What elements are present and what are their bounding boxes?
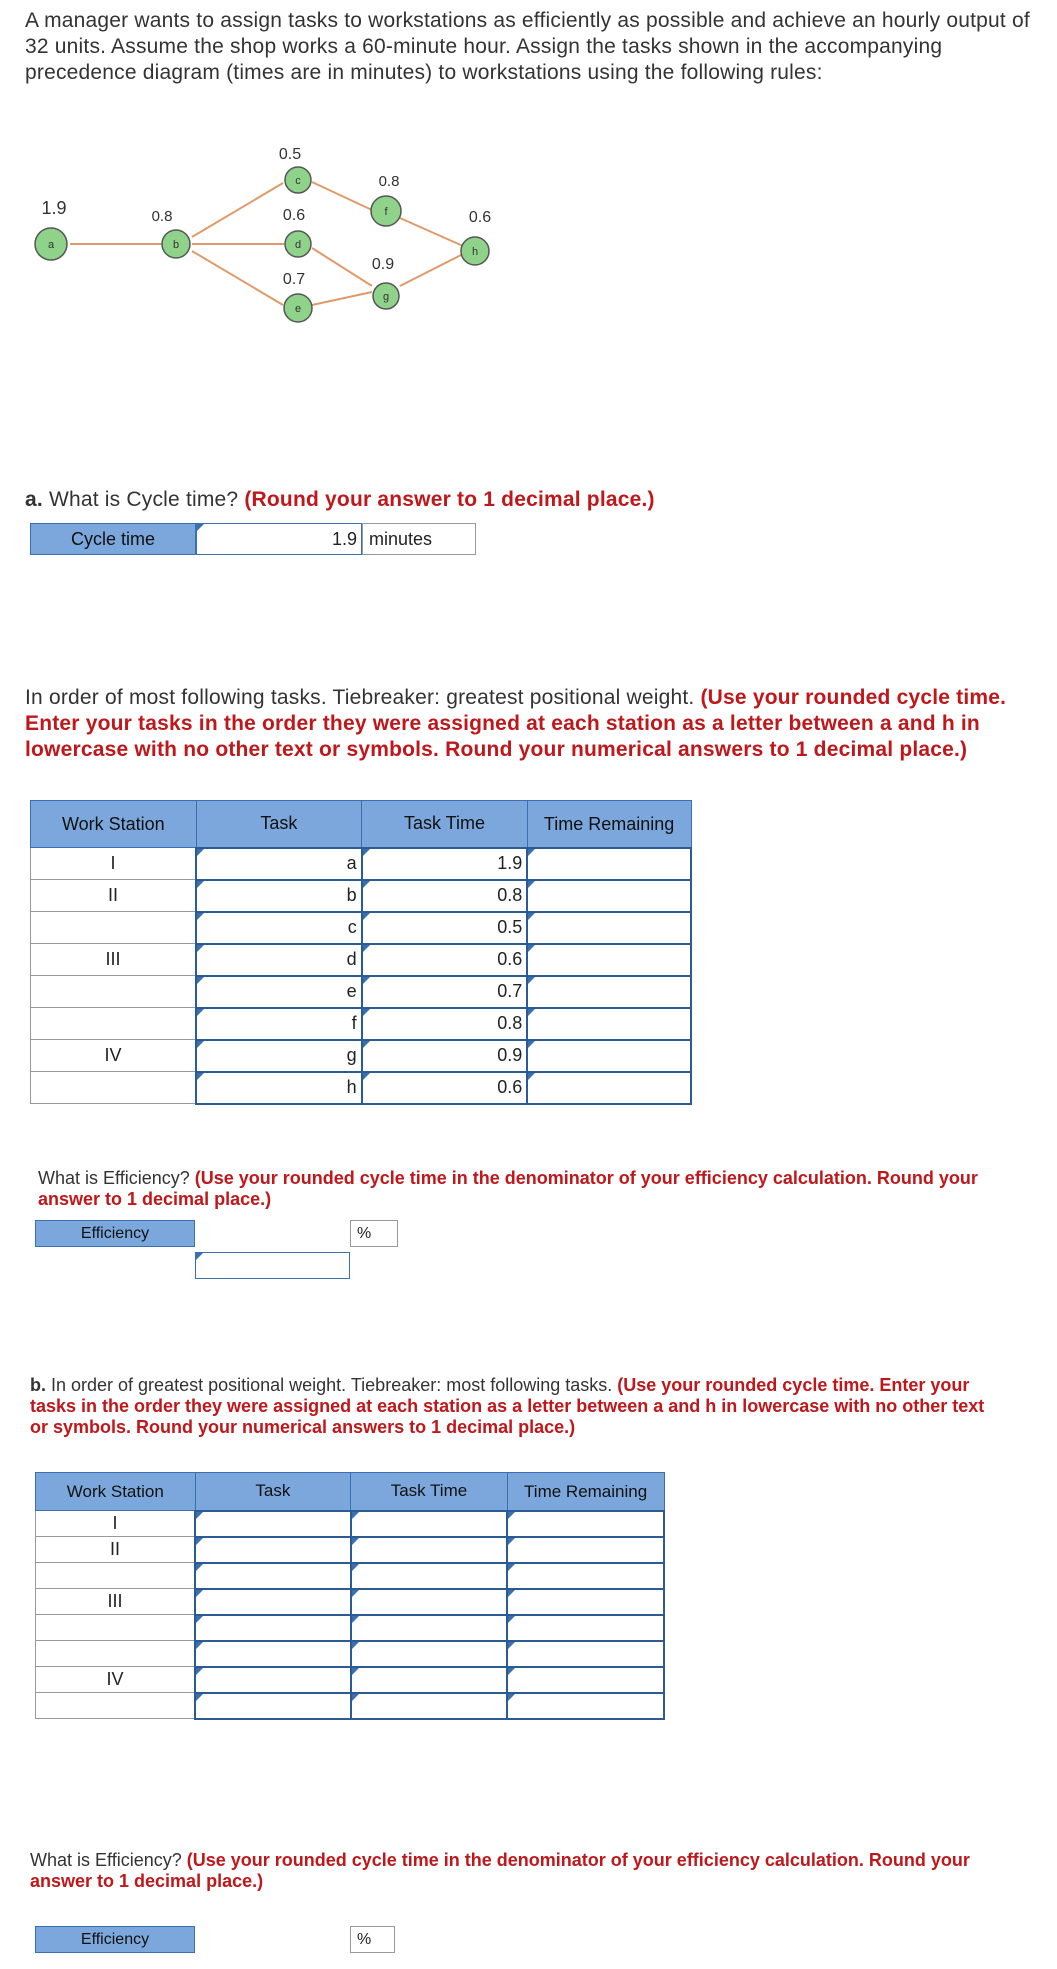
edge-g-h — [400, 254, 463, 286]
table-row — [31, 848, 692, 880]
col-task: Task — [196, 801, 362, 848]
station-cell: IV — [36, 1667, 196, 1693]
station-cell — [31, 1008, 197, 1040]
table-row — [31, 880, 692, 912]
time-remaining-input[interactable] — [527, 848, 691, 880]
task-input[interactable]: g — [196, 1040, 362, 1072]
table-row — [36, 1511, 665, 1537]
time-remaining-input[interactable] — [527, 912, 691, 944]
table-row — [36, 1641, 665, 1667]
node-g-time: 0.9 — [371, 256, 395, 273]
station-cell — [36, 1693, 196, 1719]
efficiency-1-instruction: (Use your rounded cycle time in the denominator of your efficiency calculation. Round your answer to 1 decimal place.) — [38, 1168, 978, 1209]
table-row — [36, 1615, 665, 1641]
task-input[interactable] — [195, 1537, 351, 1563]
edge-e-g — [312, 292, 372, 305]
station-cell — [31, 1072, 197, 1104]
col-work-station: Work Station — [31, 801, 197, 848]
station-cell: II — [31, 880, 197, 912]
node-d-time: 0.6 — [282, 207, 306, 224]
task-time-input[interactable]: 1.9 — [362, 848, 528, 880]
task-input[interactable]: f — [196, 1008, 362, 1040]
time-remaining-input[interactable] — [507, 1537, 664, 1563]
efficiency-2-text: What is Efficiency? — [30, 1850, 187, 1870]
edge-b-c — [192, 183, 283, 237]
task-time-input[interactable]: 0.5 — [362, 912, 528, 944]
node-e-time: 0.7 — [282, 271, 306, 288]
efficiency-1-text: What is Efficiency? — [38, 1168, 195, 1188]
task-input[interactable]: a — [196, 848, 362, 880]
node-a-time: 1.9 — [41, 198, 67, 218]
station-cell — [36, 1615, 196, 1641]
col-task-time: Task Time — [351, 1473, 508, 1511]
table-row — [36, 1563, 665, 1589]
edge-d-g — [312, 248, 372, 286]
table-row — [31, 1040, 692, 1072]
time-remaining-input[interactable] — [507, 1589, 664, 1615]
col-time-remaining: Time Remaining — [527, 801, 691, 848]
task-time-input[interactable] — [351, 1693, 508, 1719]
task-time-input[interactable]: 0.9 — [362, 1040, 528, 1072]
station-cell: III — [36, 1589, 196, 1615]
node-a-label: a — [47, 239, 55, 251]
time-remaining-input[interactable] — [507, 1693, 664, 1719]
node-b-label: b — [172, 239, 180, 251]
station-cell — [36, 1563, 196, 1589]
rule1-instruction: (Use your rounded cycle time. Enter your tasks in the order they were assigned at each station as a letter between a and h in lowercase with no other text or symbols. Round your numerical answers to 1 decimal place.) — [25, 686, 1007, 761]
assignment-table-2 — [35, 1472, 665, 1720]
col-time-remaining: Time Remaining — [507, 1473, 664, 1511]
time-remaining-input[interactable] — [527, 1040, 691, 1072]
station-cell: I — [36, 1511, 196, 1537]
node-f-time: 0.8 — [378, 173, 400, 190]
time-remaining-input[interactable] — [527, 1072, 691, 1104]
task-input[interactable] — [195, 1615, 351, 1641]
table-row — [36, 1589, 665, 1615]
task-input[interactable]: h — [196, 1072, 362, 1104]
station-cell — [36, 1641, 196, 1667]
edge-c-f — [312, 182, 372, 210]
task-time-input[interactable] — [351, 1667, 508, 1693]
table-row — [31, 1072, 692, 1104]
table-row — [36, 1693, 665, 1719]
station-cell: II — [36, 1537, 196, 1563]
diagram-edges — [70, 182, 463, 305]
task-input[interactable] — [195, 1511, 351, 1537]
task-time-input[interactable] — [351, 1537, 508, 1563]
node-h-label: h — [471, 246, 479, 258]
question-a — [25, 487, 1025, 513]
node-c-label: c — [295, 175, 301, 187]
task-time-input[interactable]: 0.7 — [362, 976, 528, 1008]
efficiency-1-input[interactable] — [195, 1252, 350, 1279]
task-time-input[interactable]: 0.8 — [362, 1008, 528, 1040]
task-time-input[interactable] — [351, 1589, 508, 1615]
col-task-time: Task Time — [362, 801, 528, 848]
task-time-input[interactable] — [351, 1615, 508, 1641]
station-cell: IV — [31, 1040, 197, 1072]
task-input[interactable]: d — [196, 944, 362, 976]
node-c-time: 0.5 — [278, 146, 302, 163]
table-row — [31, 976, 692, 1008]
time-remaining-input[interactable] — [507, 1641, 664, 1667]
table-row — [31, 944, 692, 976]
efficiency-2-label: Efficiency — [35, 1926, 195, 1953]
node-f-label: f — [384, 206, 388, 218]
time-remaining-input[interactable] — [527, 880, 691, 912]
task-input[interactable] — [195, 1667, 351, 1693]
station-cell: III — [31, 944, 197, 976]
assignment-table-1 — [30, 800, 692, 1105]
table-row — [36, 1537, 665, 1563]
time-remaining-input[interactable] — [527, 976, 691, 1008]
question-b-text: In order of greatest positional weight. Tiebreaker: most following tasks. — [46, 1375, 618, 1395]
time-remaining-input[interactable] — [507, 1511, 664, 1537]
col-work-station: Work Station — [36, 1473, 196, 1511]
problem-statement: A manager wants to assign tasks to workstations as efficiently as possible and achieve an hourly output of 32 units. Assume the shop works a 60-minute hour. Assign the tasks shown in the accompanying precedence diagram (times are in minutes) to workstations using the following rules: — [25, 9, 1030, 84]
table-row — [31, 1008, 692, 1040]
precedence-diagram — [20, 140, 520, 350]
node-d-label: d — [294, 239, 302, 251]
rule1-text: In order of most following tasks. Tiebreaker: greatest positional weight. — [25, 686, 701, 709]
efficiency-1-label: Efficiency — [35, 1220, 195, 1247]
task-input[interactable] — [195, 1563, 351, 1589]
efficiency-1-unit: % — [350, 1220, 398, 1247]
station-cell — [31, 912, 197, 944]
task-time-input[interactable]: 0.6 — [362, 944, 528, 976]
efficiency-2-instruction: (Use your rounded cycle time in the denominator of your efficiency calculation. Round your answer to 1 decimal place.) — [30, 1850, 970, 1891]
task-time-input[interactable] — [351, 1641, 508, 1667]
task-input[interactable]: b — [196, 880, 362, 912]
task-input[interactable]: e — [196, 976, 362, 1008]
station-cell — [31, 976, 197, 1008]
rule1-instructions — [25, 685, 1025, 763]
task-input[interactable] — [195, 1589, 351, 1615]
part-a-label: a. — [25, 488, 43, 511]
node-e-label: e — [294, 303, 302, 315]
time-remaining-input[interactable] — [507, 1667, 664, 1693]
efficiency-question-2 — [30, 1850, 990, 1892]
question-b — [30, 1375, 990, 1438]
table-row — [36, 1667, 665, 1693]
col-task: Task — [195, 1473, 351, 1511]
edge-f-h — [400, 218, 463, 246]
edge-b-e — [192, 251, 283, 305]
efficiency-2-unit: % — [350, 1926, 395, 1953]
time-remaining-input[interactable] — [507, 1563, 664, 1589]
time-remaining-input[interactable] — [527, 1008, 691, 1040]
node-h-time: 0.6 — [468, 209, 492, 226]
cycle-time-label: Cycle time — [30, 523, 196, 555]
task-time-input[interactable]: 0.8 — [362, 880, 528, 912]
node-b-time: 0.8 — [151, 208, 173, 225]
task-time-input[interactable] — [351, 1563, 508, 1589]
question-b-instruction: (Use your rounded cycle time. Enter your tasks in the order they were assigned at each station as a letter between a and h in lowercase with no other text or symbols. Round your numerical answers to 1 decimal place.) — [30, 1375, 985, 1437]
table-row — [31, 912, 692, 944]
task-input[interactable]: c — [196, 912, 362, 944]
station-cell: I — [31, 848, 197, 880]
efficiency-question-1 — [38, 1168, 988, 1210]
cycle-time-unit: minutes — [362, 523, 476, 555]
task-input[interactable] — [195, 1693, 351, 1719]
time-remaining-input[interactable] — [527, 944, 691, 976]
cycle-time-input[interactable]: 1.9 — [196, 523, 362, 555]
task-time-input[interactable]: 0.6 — [362, 1072, 528, 1104]
task-input[interactable] — [195, 1641, 351, 1667]
task-time-input[interactable] — [351, 1511, 508, 1537]
part-b-label: b. — [30, 1375, 46, 1395]
question-a-text: What is Cycle time? — [42, 488, 245, 511]
time-remaining-input[interactable] — [507, 1615, 664, 1641]
question-a-instruction: (Round your answer to 1 decimal place.) — [244, 488, 655, 511]
node-g-label: g — [382, 291, 390, 303]
